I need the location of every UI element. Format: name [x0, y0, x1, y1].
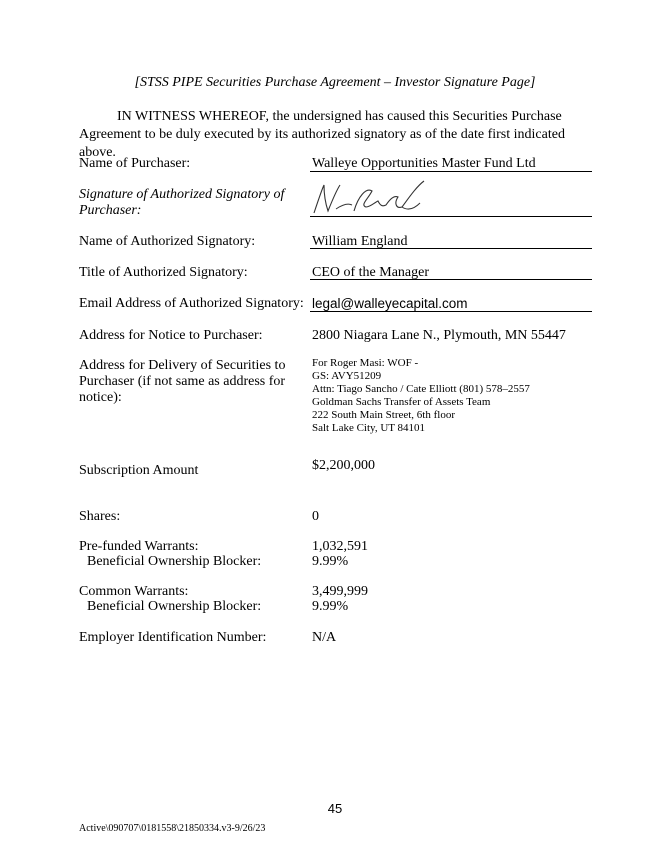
page-number: 45 — [327, 801, 343, 816]
signatory-name-label: Name of Authorized Signatory: — [79, 234, 256, 249]
signatory-title-label: Title of Authorized Signatory: — [79, 265, 248, 280]
delivery-address-line1: For Roger Masi: WOF - — [312, 357, 419, 369]
intro-paragraph — [79, 108, 595, 162]
delivery-address-line4: Goldman Sachs Transfer of Assets Team — [312, 396, 491, 408]
signature-label-line2: Purchaser: — [79, 203, 142, 218]
ein-value: N/A — [312, 630, 337, 645]
delivery-address-label-line1: Address for Delivery of Securities to — [79, 358, 286, 373]
notice-address-label: Address for Notice to Purchaser: — [79, 328, 263, 343]
signatory-name-value: William England — [312, 234, 408, 249]
signatory-name-underline — [310, 248, 592, 249]
delivery-address-label-line2: Purchaser (if not same as address for — [79, 374, 286, 389]
delivery-address-line5: 222 South Main Street, 6th floor — [312, 409, 455, 421]
common-blocker-value: 9.99% — [312, 599, 349, 614]
delivery-address-line6: Salt Lake City, UT 84101 — [312, 422, 426, 434]
signature-label-line1: Signature of Authorized Signatory of — [79, 187, 285, 202]
signatory-email-underline — [310, 311, 592, 312]
subscription-amount-value: $2,200,000 — [312, 458, 375, 473]
purchaser-name-label: Name of Purchaser: — [79, 156, 191, 171]
common-warrants-value: 3,499,999 — [312, 584, 368, 599]
delivery-address-line2: GS: AVY51209 — [312, 370, 382, 382]
signatory-title-value: CEO of the Manager — [312, 265, 430, 280]
subscription-amount-label: Subscription Amount — [79, 463, 199, 478]
intro-text: IN WITNESS WHEREOF, the undersigned has caused this Securities Purchase Agreement to be duly executed by its authorized signatory as of the date first indicated above. — [79, 109, 565, 160]
signature-underline — [310, 216, 592, 217]
signatory-email-label: Email Address of Authorized Signatory: — [79, 296, 304, 311]
document-footer-id: Active\090707\0181558\21850334.v3-9/26/23 — [79, 823, 266, 834]
delivery-address-line3: Attn: Tiago Sancho / Cate Elliott (801) 578–2557 — [312, 383, 530, 395]
handwritten-signature — [308, 179, 438, 219]
shares-value: 0 — [312, 509, 319, 524]
notice-address-value: 2800 Niagara Lane N., Plymouth, MN 55447 — [312, 328, 566, 343]
signatory-title-underline — [310, 279, 592, 280]
shares-label: Shares: — [79, 509, 121, 524]
prefunded-warrants-value: 1,032,591 — [312, 539, 368, 554]
signatory-email-value: legal@walleyecapital.com — [312, 296, 468, 311]
delivery-address-label-line3: notice): — [79, 390, 122, 405]
prefunded-blocker-label: Beneficial Ownership Blocker: — [87, 554, 262, 569]
page-heading: [STSS PIPE Securities Purchase Agreement – Investor Signature Page] — [134, 75, 536, 90]
prefunded-warrants-label: Pre-funded Warrants: — [79, 539, 199, 554]
common-blocker-label: Beneficial Ownership Blocker: — [87, 599, 262, 614]
prefunded-blocker-value: 9.99% — [312, 554, 349, 569]
purchaser-name-value: Walleye Opportunities Master Fund Ltd — [312, 156, 536, 171]
purchaser-name-underline — [310, 171, 592, 172]
ein-label: Employer Identification Number: — [79, 630, 267, 645]
common-warrants-label: Common Warrants: — [79, 584, 189, 599]
